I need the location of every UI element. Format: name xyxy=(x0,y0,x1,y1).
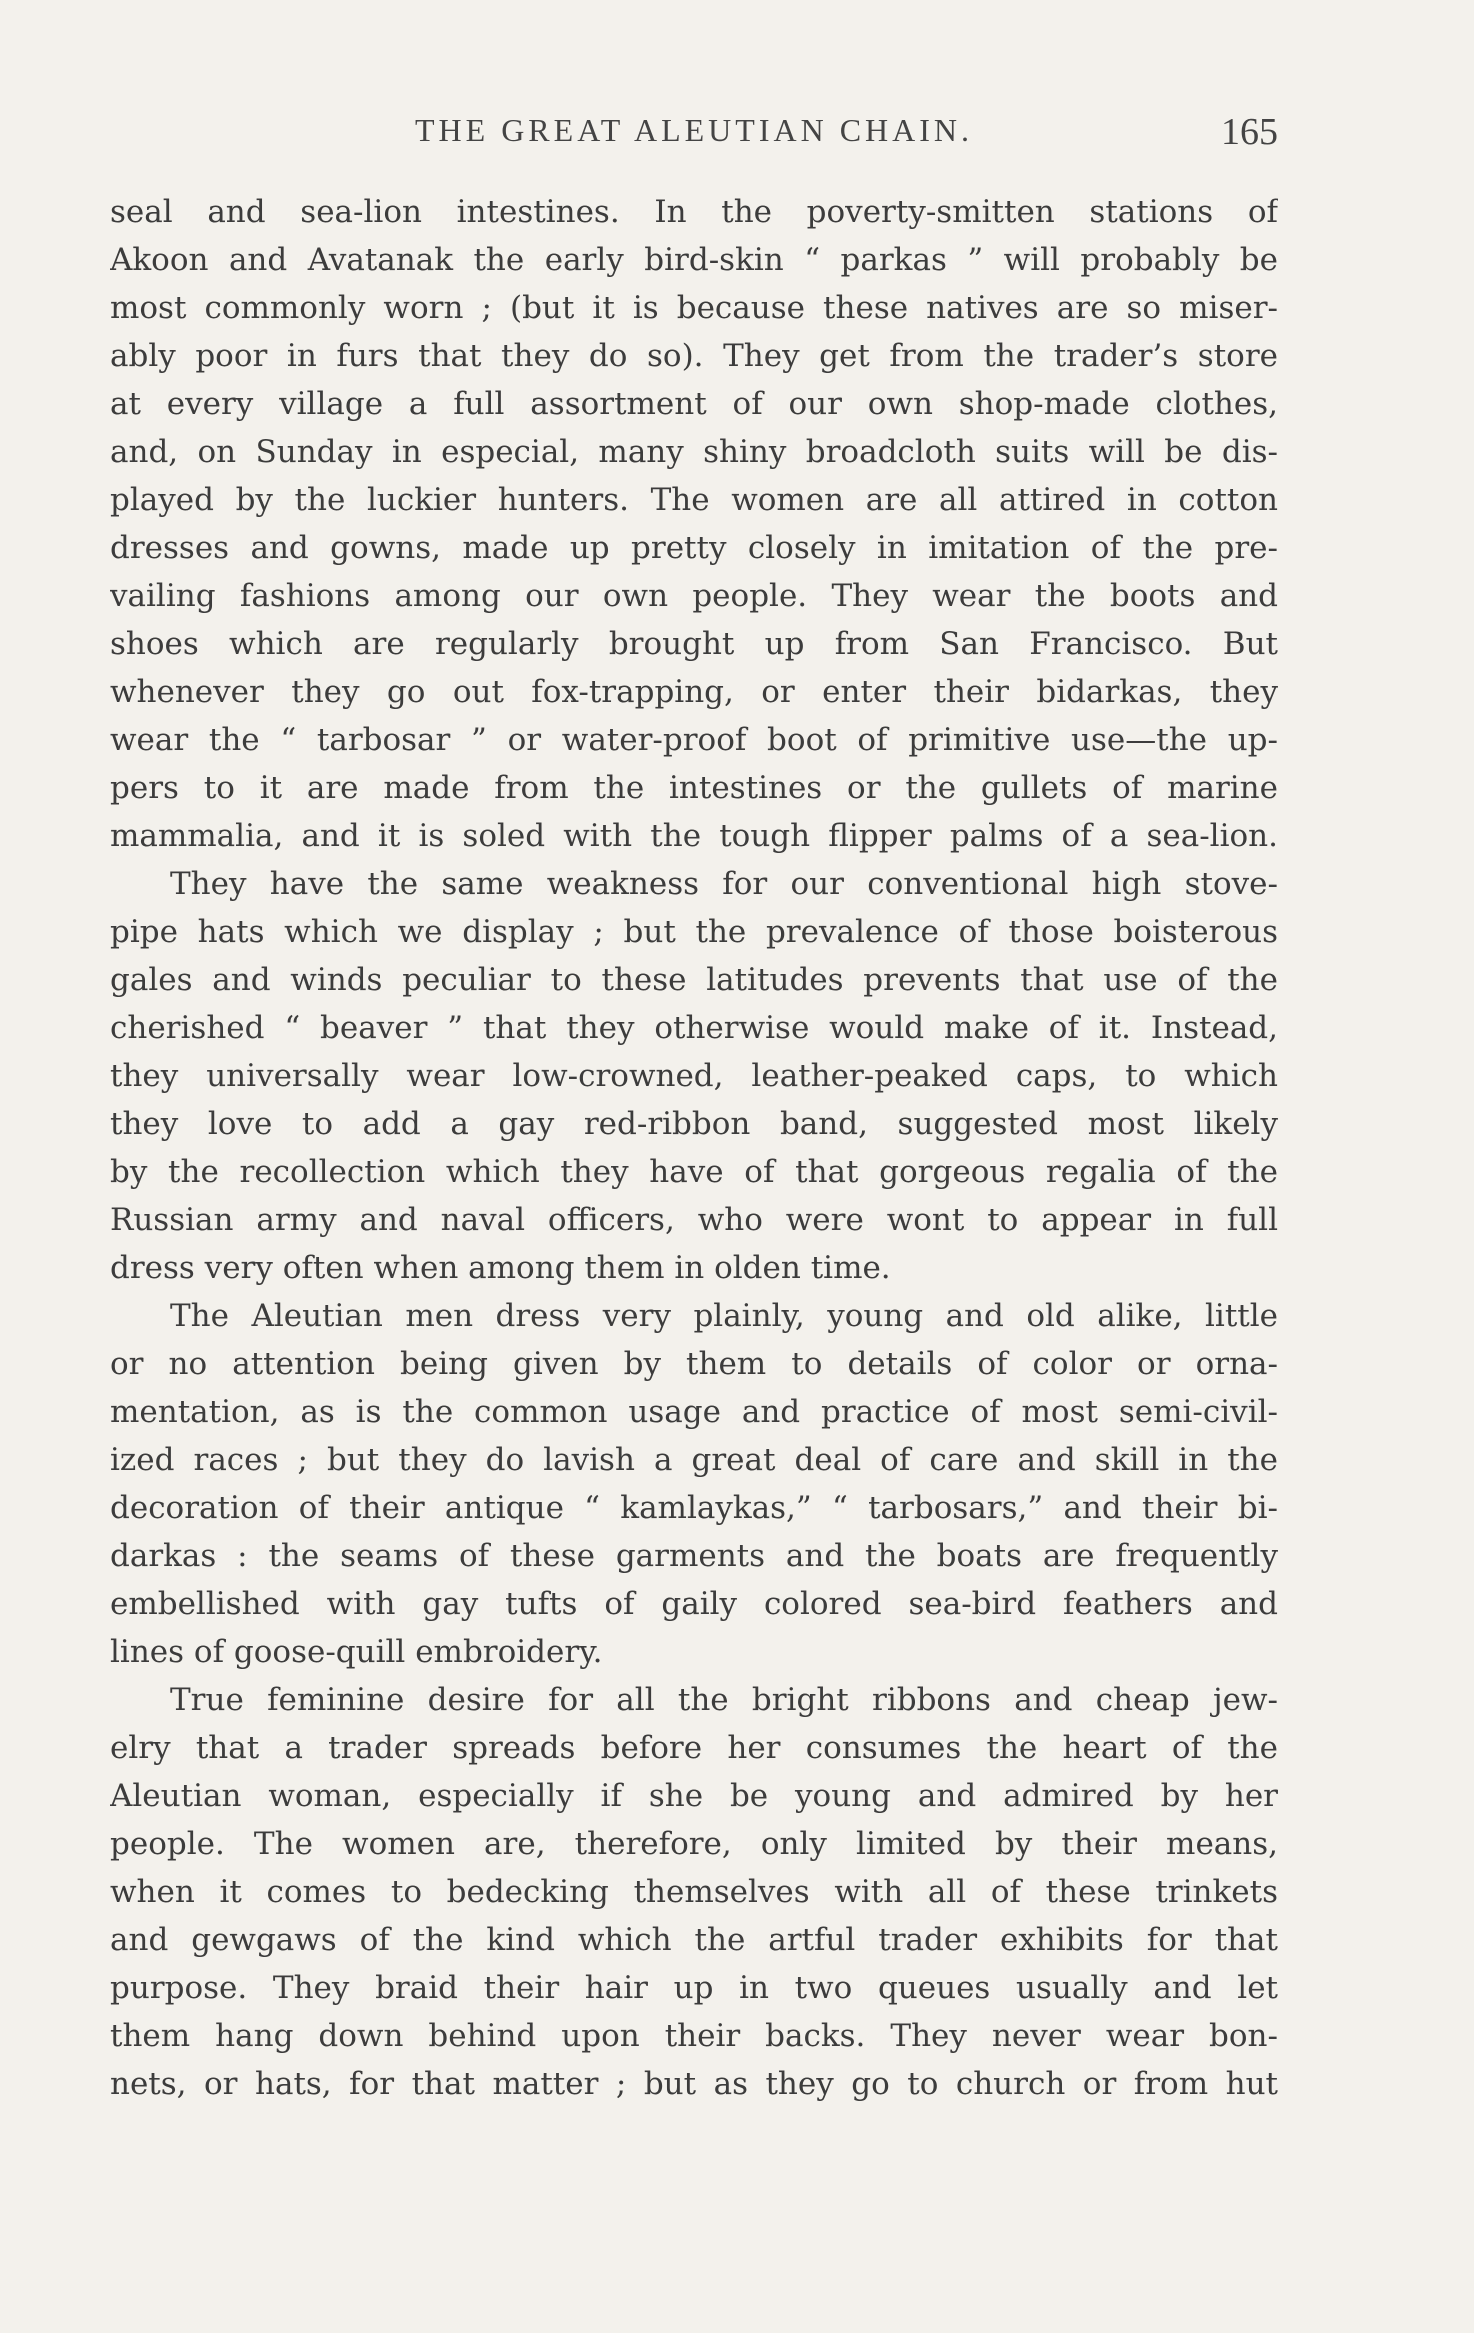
text-line: seal and sea-lion intestines. In the poverty-smitten stations of xyxy=(110,194,1278,230)
paragraph-last-line: lines of goose-quill embroidery. xyxy=(110,1634,603,1670)
body-text xyxy=(110,188,1278,2108)
text-line: mammalia, and it is soled with the tough flipper palms of a sea-lion. xyxy=(110,818,1278,854)
text-line: Aleutian woman, especially if she be young and admired by her xyxy=(110,1778,1278,1814)
text-line: played by the luckier hunters. The women are all attired in cotton xyxy=(110,482,1278,518)
text-line: when it comes to bedecking themselves with all of these trinkets xyxy=(110,1874,1278,1910)
paragraph-first-line: They have the same weakness for our conventional high stove- xyxy=(170,866,1278,902)
text-line: ably poor in furs that they do so). They get from the trader’s store xyxy=(110,338,1278,374)
text-line: Russian army and naval officers, who were wont to appear in full xyxy=(110,1202,1278,1238)
text-line: most commonly worn ; (but it is because these natives are so miser- xyxy=(110,290,1278,326)
text-line: ized races ; but they do lavish a great deal of care and skill in the xyxy=(110,1442,1278,1478)
text-line: they love to add a gay red-ribbon band, suggested most likely xyxy=(110,1106,1278,1142)
text-line: cherished “ beaver ” that they otherwise would make of it. Instead, xyxy=(110,1010,1278,1046)
text-line: elry that a trader spreads before her consumes the heart of the xyxy=(110,1730,1278,1766)
page-number: 165 xyxy=(1221,111,1278,153)
text-line: Akoon and Avatanak the early bird-skin “ parkas ” will probably be xyxy=(110,242,1278,278)
text-line: nets, or hats, for that matter ; but as they go to church or from hut xyxy=(110,2066,1278,2102)
text-line: they universally wear low-crowned, leather-peaked caps, to which xyxy=(110,1058,1278,1094)
text-line: pipe hats which we display ; but the prevalence of those boisterous xyxy=(110,914,1278,950)
text-line: decoration of their antique “ kamlaykas,” “ tarbosars,” and their bi- xyxy=(110,1490,1278,1526)
text-line: purpose. They braid their hair up in two queues usually and let xyxy=(110,1970,1278,2006)
paragraph-first-line: True feminine desire for all the bright ribbons and cheap jew- xyxy=(170,1682,1278,1718)
text-line: them hang down behind upon their backs. They never wear bon- xyxy=(110,2018,1278,2054)
text-line: embellished with gay tufts of gaily colored sea-bird feathers and xyxy=(110,1586,1278,1622)
text-line: whenever they go out fox-trapping, or enter their bidarkas, they xyxy=(110,674,1278,710)
paragraph-last-line: dress very often when among them in olden time. xyxy=(110,1250,891,1286)
text-line: vailing fashions among our own people. They wear the boots and xyxy=(110,578,1278,614)
text-line: and, on Sunday in especial, many shiny broadcloth suits will be dis- xyxy=(110,434,1278,470)
text-line: by the recollection which they have of that gorgeous regalia of the xyxy=(110,1154,1278,1190)
running-title: THE GREAT ALEUTIAN CHAIN. xyxy=(414,112,974,148)
paragraph-first-line: The Aleutian men dress very plainly, young and old alike, little xyxy=(170,1298,1278,1334)
running-head xyxy=(110,112,1278,162)
text-line: mentation, as is the common usage and practice of most semi-civil- xyxy=(110,1394,1278,1430)
text-line: pers to it are made from the intestines or the gullets of marine xyxy=(110,770,1278,806)
text-line: wear the “ tarbosar ” or water-proof boot of primitive use—the up- xyxy=(110,722,1278,758)
text-line: gales and winds peculiar to these latitudes prevents that use of the xyxy=(110,962,1278,998)
text-line: and gewgaws of the kind which the artful trader exhibits for that xyxy=(110,1922,1278,1958)
text-line: dresses and gowns, made up pretty closely in imitation of the pre- xyxy=(110,530,1278,566)
text-line: people. The women are, therefore, only limited by their means, xyxy=(110,1826,1278,1862)
text-line: or no attention being given by them to details of color or orna- xyxy=(110,1346,1278,1382)
text-line: shoes which are regularly brought up from San Francisco. But xyxy=(110,626,1278,662)
text-line: at every village a full assortment of our own shop-made clothes, xyxy=(110,386,1278,422)
text-line: darkas : the seams of these garments and the boats are frequently xyxy=(110,1538,1278,1574)
